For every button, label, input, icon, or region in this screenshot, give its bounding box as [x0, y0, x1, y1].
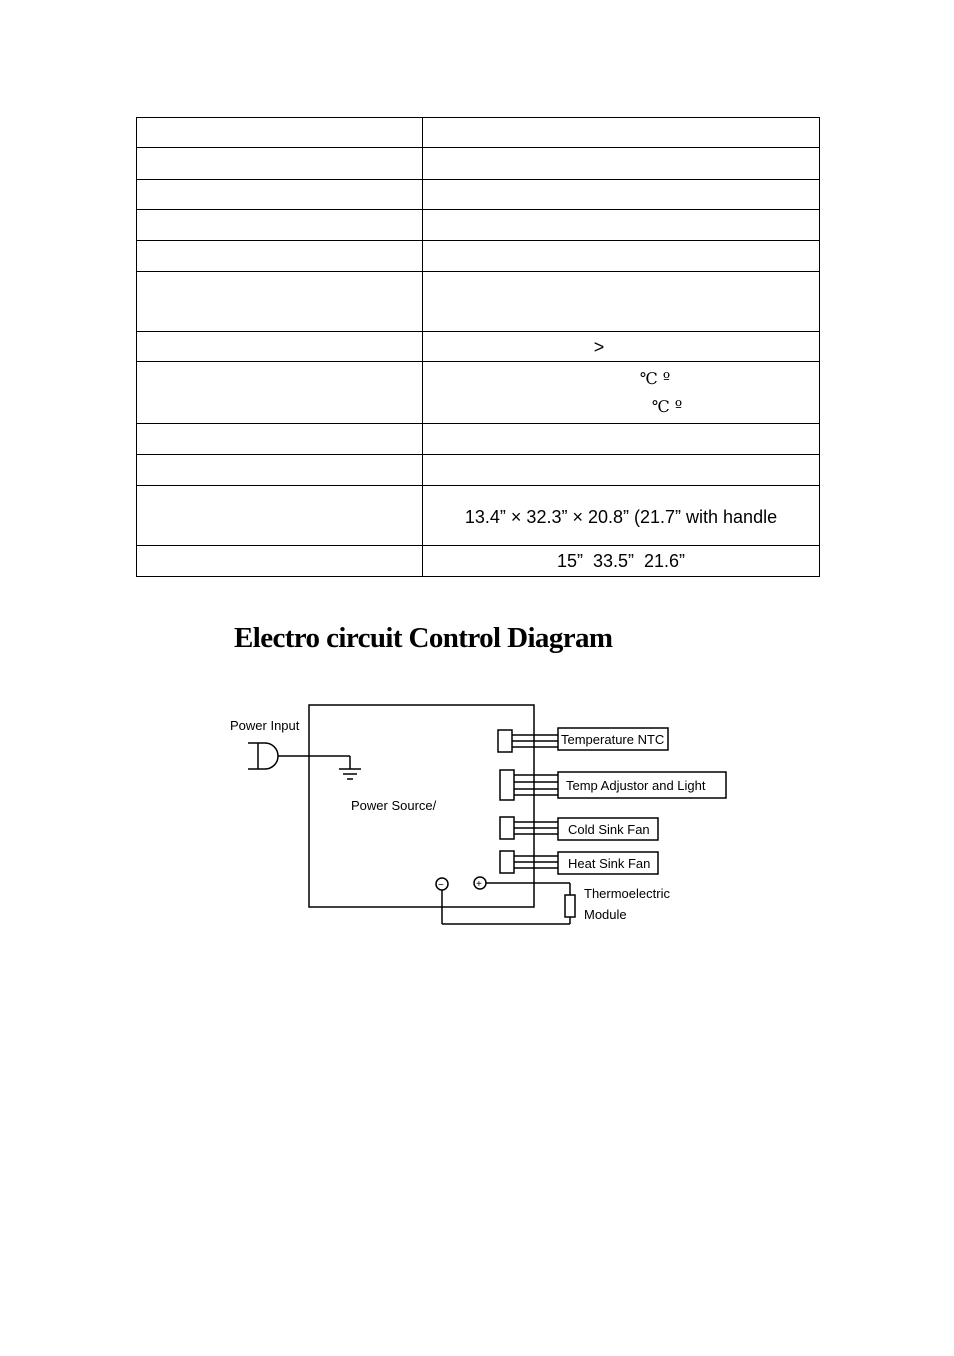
table-row [137, 486, 820, 546]
spec-value [423, 241, 820, 272]
spec-label [137, 180, 423, 210]
table-row [137, 148, 820, 180]
table-row [137, 546, 820, 577]
power-source-label: Power Source/ [351, 798, 437, 813]
spec-label [137, 210, 423, 241]
spec-value [423, 424, 820, 455]
circuit-diagram [220, 695, 740, 935]
spec-value [423, 180, 820, 210]
table-row [137, 424, 820, 455]
table-row [137, 118, 820, 148]
table-row [137, 241, 820, 272]
connector-heat-fan [500, 851, 514, 873]
power-input-label: Power Input [230, 718, 300, 733]
table-row [137, 362, 820, 424]
spec-value-dimensions: 13.4” × 32.3” × 20.8” (21.7” with handle [423, 486, 820, 546]
thermoelectric-label: Thermoelectric [584, 886, 670, 901]
cold-sink-fan-label: Cold Sink Fan [568, 822, 650, 837]
spec-value-packing-dimensions: 15” 33.5” 21.6” [423, 546, 820, 577]
spec-label [137, 272, 423, 332]
spec-value [423, 118, 820, 148]
temperature-line: ℃ º [639, 368, 671, 388]
heat-sink-fan-label: Heat Sink Fan [568, 856, 651, 871]
diagram-title: Electro circuit Control Diagram [234, 622, 613, 654]
minus-sign: − [438, 880, 444, 891]
plus-sign: + [476, 879, 482, 890]
greater-than-sign: > [593, 336, 605, 357]
table-row [137, 332, 820, 362]
spec-label [137, 332, 423, 362]
connector-adjustor [500, 770, 514, 800]
connector-ntc [498, 730, 512, 752]
spec-value [423, 148, 820, 180]
spec-label [137, 486, 423, 546]
spec-label [137, 455, 423, 486]
temperature-ntc-label: Temperature NTC [561, 732, 665, 747]
table-row [137, 455, 820, 486]
spec-value [423, 210, 820, 241]
spec-table [136, 117, 820, 577]
spec-label [137, 546, 423, 577]
spec-value [423, 362, 820, 424]
spec-value [423, 332, 820, 362]
thermoelectric-module-icon [565, 895, 575, 917]
spec-value [423, 455, 820, 486]
plug-icon [248, 743, 278, 769]
spec-label [137, 424, 423, 455]
ground-icon [339, 769, 361, 779]
module-label: Module [584, 907, 627, 922]
temp-adjustor-label: Temp Adjustor and Light [566, 778, 706, 793]
spec-label [137, 241, 423, 272]
spec-label [137, 362, 423, 424]
spec-label [137, 118, 423, 148]
table-row [137, 180, 820, 210]
table-row [137, 210, 820, 241]
table-row [137, 272, 820, 332]
spec-label [137, 148, 423, 180]
connector-cold-fan [500, 817, 514, 839]
spec-value [423, 272, 820, 332]
temperature-line: ℃ º [651, 396, 683, 416]
